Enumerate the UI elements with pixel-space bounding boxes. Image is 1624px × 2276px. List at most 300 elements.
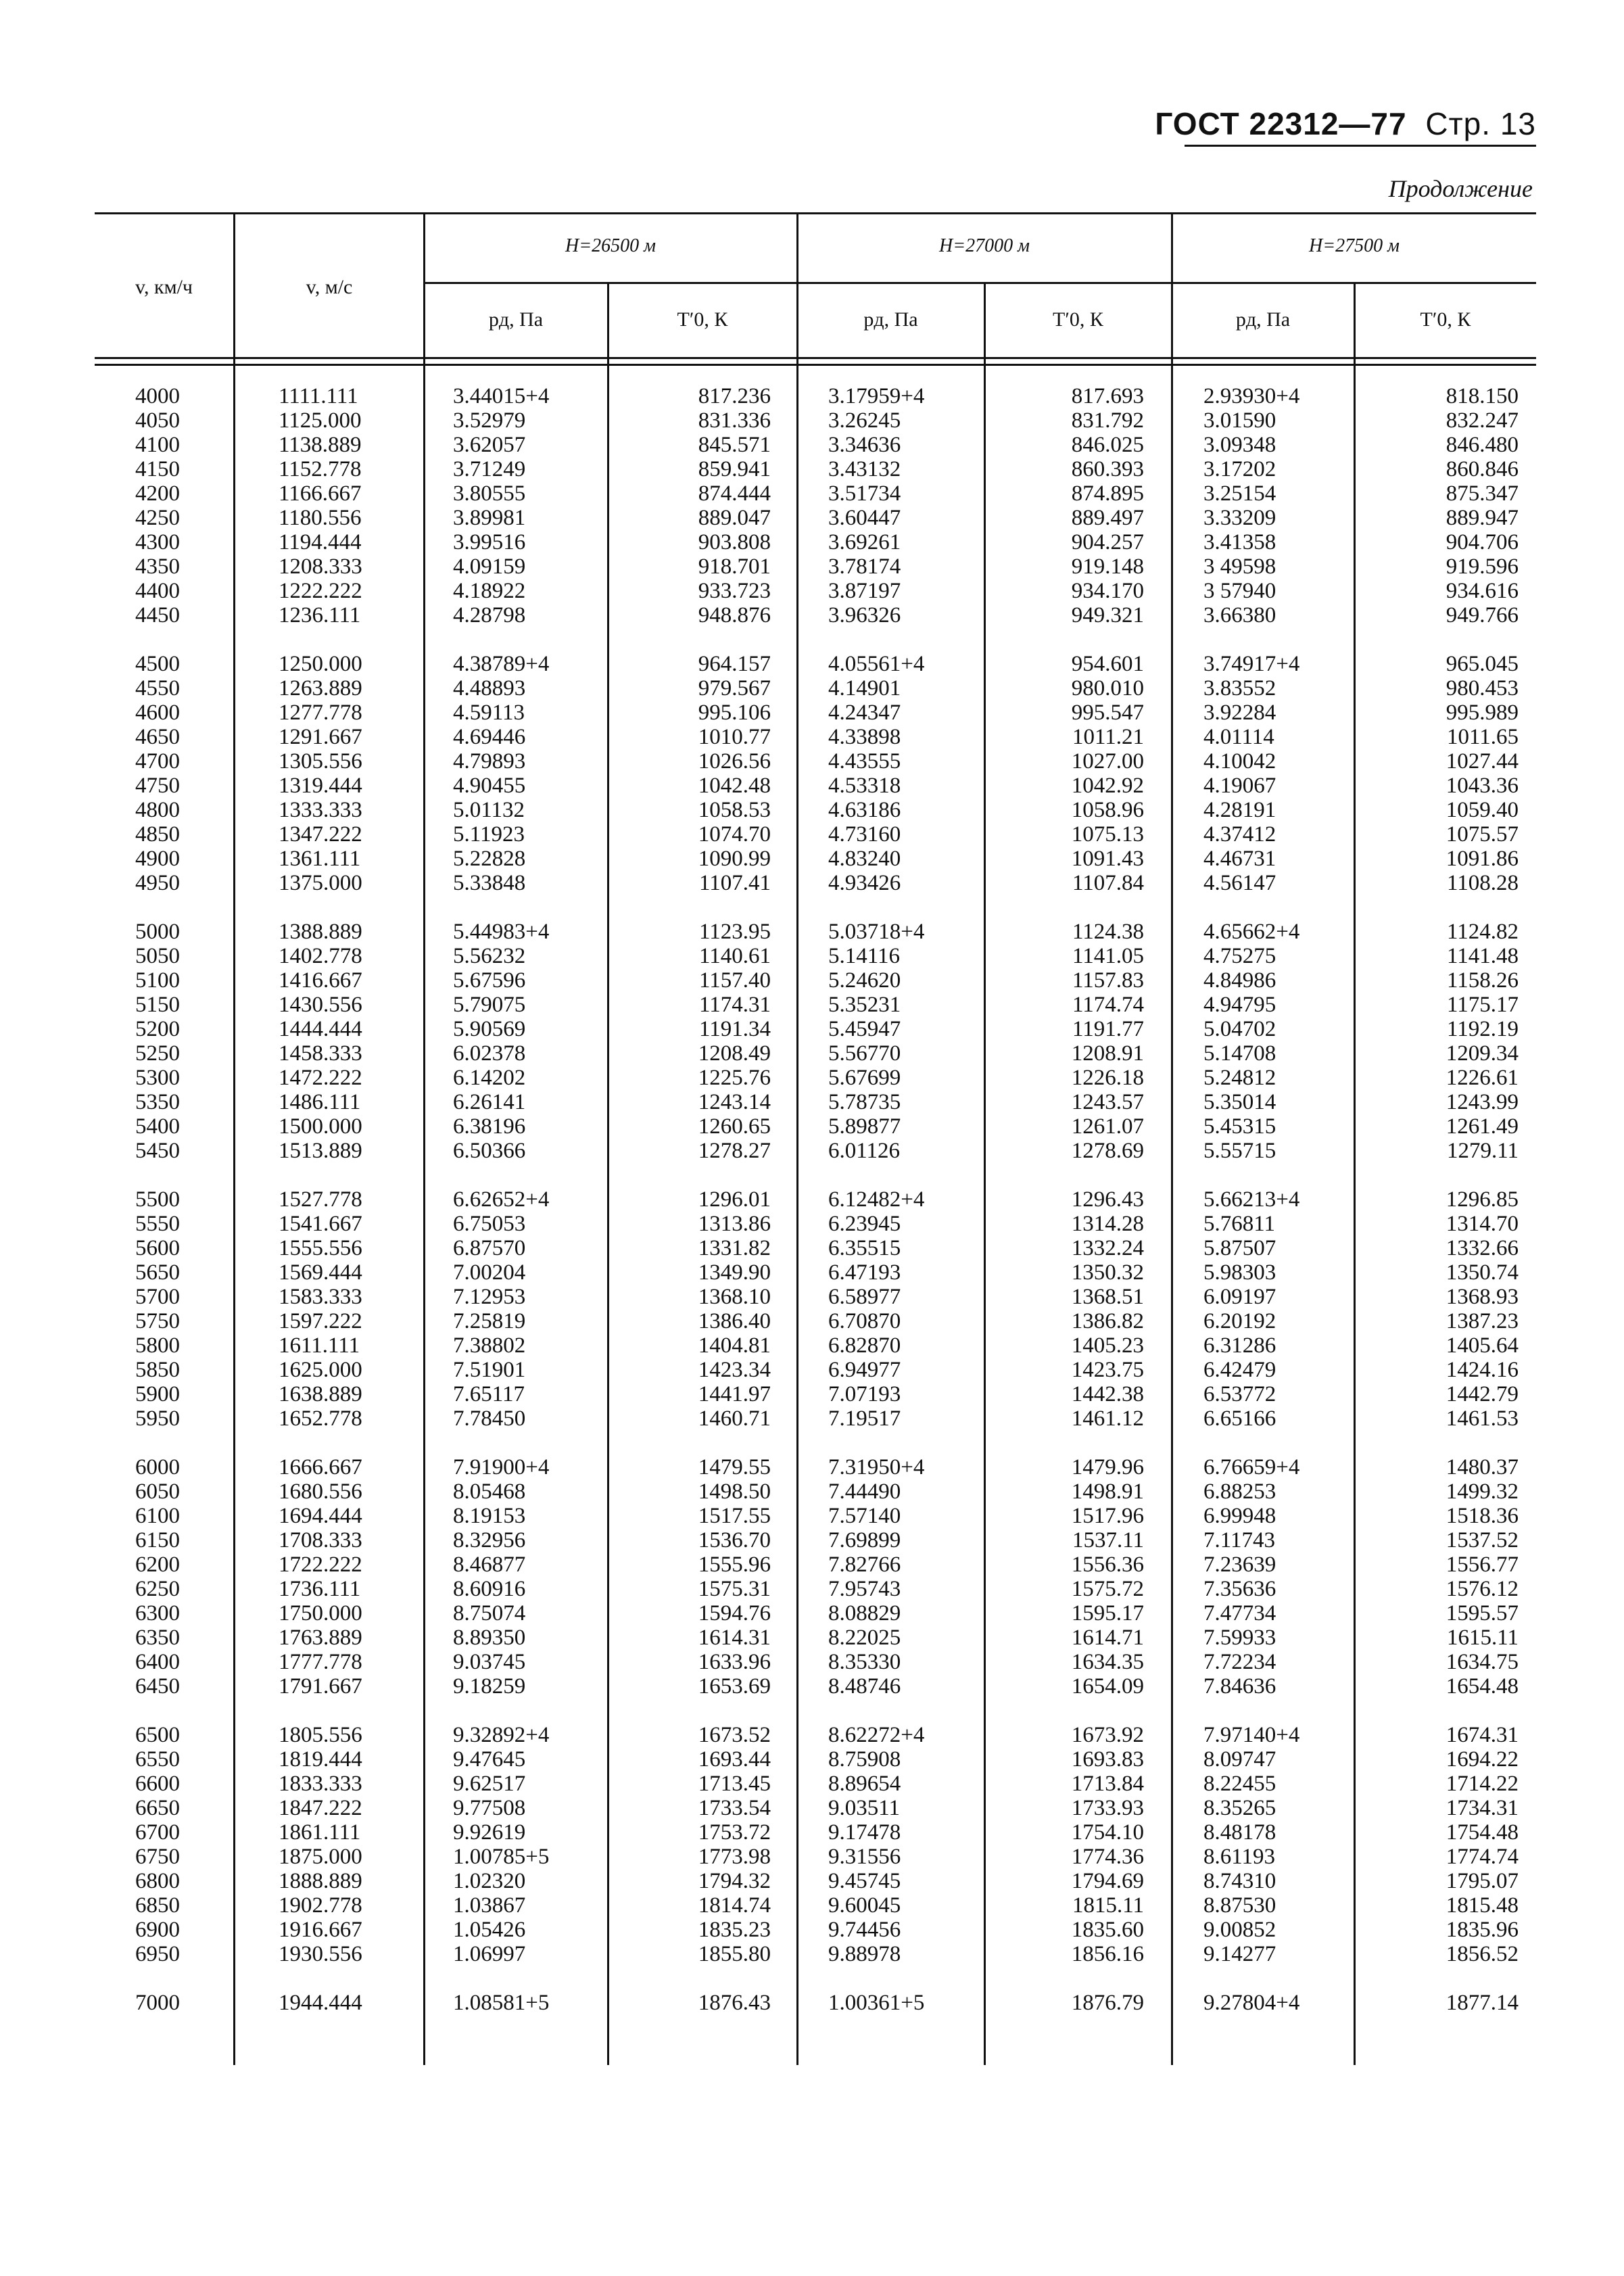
table-cell: 1442.79 (1446, 1382, 1519, 1406)
table-cell: 964.157 (698, 652, 771, 676)
table-cell: 846.025 (1071, 433, 1144, 457)
row-group (1203, 1455, 1299, 1699)
table-cell: 1875.000 (279, 1845, 362, 1869)
table-cell: 1517.96 (1071, 1504, 1144, 1528)
table-cell: 3.87197 (828, 579, 901, 603)
table-cell: 1654.09 (1071, 1674, 1144, 1699)
table-cell: 7.19517 (828, 1406, 901, 1431)
table-cell: 1847.222 (279, 1796, 362, 1820)
table-cell: 1498.91 (1071, 1479, 1144, 1504)
table-cell: 831.792 (1071, 408, 1144, 433)
table-cell: 1.00785+5 (453, 1845, 550, 1869)
table-cell: 1575.72 (1071, 1577, 1144, 1601)
table-cell: 1835.60 (1071, 1918, 1144, 1942)
row-group (1366, 1455, 1519, 1699)
table-cell: 1332.66 (1446, 1236, 1519, 1260)
table-cell: 5300 (135, 1066, 180, 1090)
table-cell: 1.00361+5 (828, 1991, 925, 2015)
table-cell: 5100 (135, 968, 180, 993)
table-cell: 1634.75 (1446, 1650, 1519, 1674)
table-cell: 5450 (135, 1139, 180, 1163)
table-cell: 1814.74 (698, 1893, 771, 1918)
table-cell: 2.93930+4 (1203, 384, 1300, 408)
row-group (629, 1455, 771, 1699)
table-cell: 7.72234 (1203, 1650, 1276, 1674)
table-cell: 1733.54 (698, 1796, 771, 1820)
table-cell: 846.480 (1446, 433, 1519, 457)
header-bottom-rule-2 (95, 364, 1536, 366)
table-cell: 3.52979 (453, 408, 526, 433)
table-cell: 1794.32 (698, 1869, 771, 1893)
table-cell: 6.50366 (453, 1139, 526, 1163)
column-pd-27500 (1203, 384, 1299, 2039)
table-cell: 9.03745 (453, 1650, 526, 1674)
table-cell: 3.34636 (828, 433, 901, 457)
table-cell: 1226.61 (1446, 1066, 1519, 1090)
table-cell: 5050 (135, 944, 180, 968)
table-cell: 889.947 (1446, 506, 1519, 530)
table-cell: 7.69899 (828, 1528, 901, 1552)
table-cell: 5.55715 (1203, 1139, 1276, 1163)
table-cell: 4.83240 (828, 847, 901, 871)
table-cell: 6500 (135, 1723, 180, 1747)
row-group (453, 652, 549, 895)
table-cell: 1319.444 (279, 774, 362, 798)
table-cell: 1350.32 (1071, 1260, 1144, 1285)
table-cell: 1693.44 (698, 1747, 771, 1772)
table-cell: 1537.52 (1446, 1528, 1519, 1552)
table-cell: 5.35231 (828, 993, 901, 1017)
table-cell: 1666.667 (279, 1455, 362, 1479)
table-cell: 1861.111 (279, 1820, 361, 1845)
column-pd-26500 (453, 384, 549, 2039)
row-group (279, 920, 362, 1163)
table-cell: 1027.44 (1446, 749, 1519, 774)
table-cell: 6600 (135, 1772, 180, 1796)
table-cell: 1877.14 (1446, 1991, 1519, 2015)
table-cell: 860.846 (1446, 457, 1519, 481)
table-cell: 1141.05 (1072, 944, 1144, 968)
table-cell: 6300 (135, 1601, 180, 1626)
table-cell: 3.60447 (828, 506, 901, 530)
table-cell: 1404.81 (698, 1333, 771, 1358)
table-cell: 3.71249 (453, 457, 526, 481)
row-group (1001, 652, 1144, 895)
table-cell: 1279.11 (1446, 1139, 1519, 1163)
table-cell: 5.11923 (453, 822, 525, 847)
table-cell: 1368.93 (1446, 1285, 1519, 1309)
header-pd-3: pд, Па (1235, 308, 1291, 331)
table-cell: 1486.111 (279, 1090, 361, 1114)
table-cell: 995.547 (1071, 701, 1144, 725)
table-cell: 4.28191 (1203, 798, 1276, 822)
table-cell: 9.31556 (828, 1845, 901, 1869)
table-cell: 1444.444 (279, 1017, 362, 1041)
table-cell: 1075.13 (1071, 822, 1144, 847)
table-cell: 1774.74 (1446, 1845, 1519, 1869)
table-cell: 904.257 (1071, 530, 1144, 554)
table-cell: 4.75275 (1203, 944, 1276, 968)
table-cell: 1387.23 (1446, 1309, 1519, 1333)
row-group (1366, 1723, 1519, 1966)
table-cell: 1208.91 (1071, 1041, 1144, 1066)
table-cell: 4.63186 (828, 798, 901, 822)
table-cell: 1222.222 (279, 579, 362, 603)
row-group (1366, 384, 1519, 627)
table-cell: 1835.96 (1446, 1918, 1519, 1942)
table-cell: 934.616 (1446, 579, 1519, 603)
table-cell: 3.99516 (453, 530, 526, 554)
table-cell: 1654.48 (1446, 1674, 1519, 1699)
table-cell: 979.567 (698, 676, 771, 701)
table-cell: 1461.12 (1071, 1406, 1144, 1431)
table-cell: 4.43555 (828, 749, 901, 774)
table-cell: 8.75908 (828, 1747, 901, 1772)
table-cell: 6100 (135, 1504, 180, 1528)
table-cell: 5250 (135, 1041, 180, 1066)
table-cell: 1157.40 (698, 968, 771, 993)
table-cell: 1517.55 (698, 1504, 771, 1528)
table-cell: 1010.77 (698, 725, 771, 749)
table-cell: 1944.444 (279, 1991, 362, 2015)
table-cell: 8.48746 (828, 1674, 901, 1699)
table-cell: 1111.111 (279, 384, 358, 408)
table-cell: 6.20192 (1203, 1309, 1276, 1333)
table-cell: 1261.07 (1071, 1114, 1144, 1139)
table-cell: 831.336 (698, 408, 771, 433)
table-cell: 1876.79 (1071, 1991, 1144, 2015)
table-cell: 1.05426 (453, 1918, 526, 1942)
row-group (1366, 920, 1519, 1163)
table-cell: 818.150 (1446, 384, 1519, 408)
row-group (1001, 1991, 1144, 2015)
table-cell: 4.90455 (453, 774, 526, 798)
table-cell: 817.236 (698, 384, 771, 408)
table-cell: 4.24347 (828, 701, 901, 725)
table-cell: 1107.84 (1072, 871, 1144, 895)
table-cell: 6400 (135, 1650, 180, 1674)
table-cell: 995.106 (698, 701, 771, 725)
table-cell: 1708.333 (279, 1528, 362, 1552)
table-cell: 6.09197 (1203, 1285, 1276, 1309)
table-cell: 1141.48 (1446, 944, 1519, 968)
table-cell: 8.22455 (1203, 1772, 1276, 1796)
table-cell: 6.12482+4 (828, 1187, 925, 1212)
table-cell: 4.18922 (453, 579, 526, 603)
table-cell: 4.37412 (1203, 822, 1276, 847)
altitude-27000: H=27000 м (939, 235, 1030, 256)
table-cell: 5950 (135, 1406, 180, 1431)
table-cell: 1774.36 (1071, 1845, 1144, 1869)
table-cell: 7.07193 (828, 1382, 901, 1406)
table-cell: 6.47193 (828, 1260, 901, 1285)
col-divider-2 (423, 212, 425, 2065)
table-cell: 1479.96 (1071, 1455, 1144, 1479)
table-cell: 1763.889 (279, 1626, 362, 1650)
table-cell: 1694.444 (279, 1504, 362, 1528)
table-cell: 3.80555 (453, 481, 526, 506)
table-cell: 1.08581+5 (453, 1991, 550, 2015)
header-t0-2: T′0, К (1053, 308, 1103, 331)
table-cell: 1442.38 (1071, 1382, 1144, 1406)
column-t0-27000 (1001, 384, 1144, 2039)
table-cell: 1402.778 (279, 944, 362, 968)
table-cell: 4300 (135, 530, 180, 554)
table-cell: 5.66213+4 (1203, 1187, 1300, 1212)
table-cell: 1423.34 (698, 1358, 771, 1382)
table-cell: 1713.45 (698, 1772, 771, 1796)
table-cell: 889.047 (698, 506, 771, 530)
table-cell: 8.89654 (828, 1772, 901, 1796)
table-cell: 1713.84 (1071, 1772, 1144, 1796)
table-cell: 1555.556 (279, 1236, 362, 1260)
table-cell: 5350 (135, 1090, 180, 1114)
table-cell: 1091.86 (1446, 847, 1519, 871)
table-cell: 919.596 (1446, 554, 1519, 579)
table-cell: 1733.93 (1071, 1796, 1144, 1820)
table-cell: 1424.16 (1446, 1358, 1519, 1382)
table-cell: 3.62057 (453, 433, 526, 457)
altitude-27500: H=27500 м (1309, 235, 1400, 256)
table-cell: 5.24812 (1203, 1066, 1276, 1090)
table-cell: 4850 (135, 822, 180, 847)
table-cell: 1673.92 (1071, 1723, 1144, 1747)
table-cell: 875.347 (1446, 481, 1519, 506)
table-cell: 903.808 (698, 530, 771, 554)
table-cell: 1027.00 (1071, 749, 1144, 774)
table-cell: 3.92284 (1203, 701, 1276, 725)
table-cell: 4400 (135, 579, 180, 603)
table-cell: 1296.43 (1071, 1187, 1144, 1212)
table-cell: 1736.111 (279, 1577, 361, 1601)
col-divider-7 (1354, 284, 1356, 2065)
table-cell: 9.17478 (828, 1820, 901, 1845)
table-cell: 5800 (135, 1333, 180, 1358)
table-cell: 8.09747 (1203, 1747, 1276, 1772)
row-group (629, 652, 771, 895)
table-cell: 3 57940 (1203, 579, 1276, 603)
table-cell: 8.32956 (453, 1528, 526, 1552)
table-cell: 1595.17 (1071, 1601, 1144, 1626)
table-cell: 1518.36 (1446, 1504, 1519, 1528)
table-cell: 1305.556 (279, 749, 362, 774)
table-cell: 4250 (135, 506, 180, 530)
table-cell: 6000 (135, 1455, 180, 1479)
table-cell: 980.010 (1071, 676, 1144, 701)
table-cell: 7.51901 (453, 1358, 526, 1382)
table-cell: 1174.31 (698, 993, 771, 1017)
table-cell: 1263.889 (279, 676, 362, 701)
table-cell: 1226.18 (1071, 1066, 1144, 1090)
table-cell: 1805.556 (279, 1723, 362, 1747)
table-cell: 6850 (135, 1893, 180, 1918)
table-cell: 5550 (135, 1212, 180, 1236)
table-cell: 3.17959+4 (828, 384, 925, 408)
table-cell: 1625.000 (279, 1358, 362, 1382)
table-cell: 3.44015+4 (453, 384, 550, 408)
table-cell: 919.148 (1071, 554, 1144, 579)
table-cell: 8.46877 (453, 1552, 526, 1577)
table-cell: 1833.333 (279, 1772, 362, 1796)
table-cell: 1.06997 (453, 1942, 526, 1966)
table-cell: 1472.222 (279, 1066, 362, 1090)
table-cell: 6.02378 (453, 1041, 526, 1066)
table-cell: 1773.98 (698, 1845, 771, 1869)
table-cell: 5.67699 (828, 1066, 901, 1090)
table-cell: 4000 (135, 384, 180, 408)
table-cell: 7.31950+4 (828, 1455, 925, 1479)
table-cell: 1461.53 (1446, 1406, 1519, 1431)
header-bottom-rule (95, 357, 1536, 359)
table-cell: 6900 (135, 1918, 180, 1942)
table-cell: 1556.36 (1071, 1552, 1144, 1577)
table-cell: 3.89981 (453, 506, 526, 530)
table-cell: 1296.85 (1446, 1187, 1519, 1212)
table-cell: 817.693 (1071, 384, 1144, 408)
row-group (279, 1723, 362, 1966)
row-group (279, 652, 362, 895)
table-cell: 4150 (135, 457, 180, 481)
row-group (1366, 1991, 1519, 2015)
table-cell: 6700 (135, 1820, 180, 1845)
table-cell: 6.35515 (828, 1236, 901, 1260)
table-cell: 1361.111 (279, 847, 361, 871)
table-cell: 9.62517 (453, 1772, 526, 1796)
table-cell: 4.33898 (828, 725, 901, 749)
row-group (1203, 1991, 1299, 2015)
row-group (453, 1187, 549, 1431)
table-cell: 3.83552 (1203, 676, 1276, 701)
table-cell: 1166.667 (279, 481, 362, 506)
table-cell: 5600 (135, 1236, 180, 1260)
table-cell: 1594.76 (698, 1601, 771, 1626)
table-cell: 8.87530 (1203, 1893, 1276, 1918)
table-cell: 4100 (135, 433, 180, 457)
table-cell: 4.46731 (1203, 847, 1276, 871)
table-cell: 7.65117 (453, 1382, 525, 1406)
table-cell: 7.82766 (828, 1552, 901, 1577)
table-cell: 1313.86 (698, 1212, 771, 1236)
table-cell: 832.247 (1446, 408, 1519, 433)
table-cell: 1441.97 (698, 1382, 771, 1406)
table-cell: 6.62652+4 (453, 1187, 550, 1212)
table-cell: 1261.49 (1446, 1114, 1519, 1139)
table-cell: 4900 (135, 847, 180, 871)
table-cell: 1555.96 (698, 1552, 771, 1577)
table-cell: 8.75074 (453, 1601, 526, 1626)
table-cell: 6.26141 (453, 1090, 526, 1114)
row-group (135, 1723, 180, 1966)
table-cell: 1902.778 (279, 1893, 362, 1918)
table-cell: 5.89877 (828, 1114, 901, 1139)
table-cell: 4650 (135, 725, 180, 749)
table-cell: 4.94795 (1203, 993, 1276, 1017)
column-v-kmh (135, 384, 180, 2039)
table-cell: 5400 (135, 1114, 180, 1139)
table-cell: 6.94977 (828, 1358, 901, 1382)
table-cell: 8.48178 (1203, 1820, 1276, 1845)
table-cell: 1777.778 (279, 1650, 362, 1674)
table-cell: 1633.96 (698, 1650, 771, 1674)
table-cell: 1405.64 (1446, 1333, 1519, 1358)
table-cell: 5000 (135, 920, 180, 944)
table-cell: 4.10042 (1203, 749, 1276, 774)
table-cell: 4.59113 (453, 701, 525, 725)
table-cell: 1208.49 (698, 1041, 771, 1066)
row-group (1203, 384, 1299, 627)
table-cell: 1498.50 (698, 1479, 771, 1504)
table-cell: 1611.111 (279, 1333, 360, 1358)
row-group (828, 384, 924, 627)
table-cell: 4.01114 (1203, 725, 1274, 749)
table-cell: 1673.52 (698, 1723, 771, 1747)
table-cell: 1059.40 (1446, 798, 1519, 822)
table-cell: 3.69261 (828, 530, 901, 554)
table-cell: 4550 (135, 676, 180, 701)
table-cell: 5.90569 (453, 1017, 526, 1041)
table-cell: 948.876 (698, 603, 771, 627)
table-cell: 6.23945 (828, 1212, 901, 1236)
page-header (1155, 105, 1536, 142)
table-cell: 1734.31 (1446, 1796, 1519, 1820)
table-cell: 7.12953 (453, 1285, 526, 1309)
table-cell: 1192.19 (1446, 1017, 1519, 1041)
table-cell: 6.87570 (453, 1236, 526, 1260)
table-cell: 1152.778 (279, 457, 362, 481)
table-cell: 1930.556 (279, 1942, 362, 1966)
row-group (453, 920, 549, 1163)
table-cell: 1332.24 (1071, 1236, 1144, 1260)
table-cell: 8.35265 (1203, 1796, 1276, 1820)
row-group (629, 1187, 771, 1431)
table-cell: 5.56770 (828, 1041, 901, 1066)
row-group (453, 384, 549, 627)
table-cell: 1694.22 (1446, 1747, 1519, 1772)
table-cell: 3 49598 (1203, 554, 1276, 579)
table-cell: 8.22025 (828, 1626, 901, 1650)
row-group (828, 1991, 924, 2015)
table-cell: 1674.31 (1446, 1723, 1519, 1747)
table-cell: 5900 (135, 1382, 180, 1406)
row-group (135, 1991, 180, 2015)
table-cell: 5650 (135, 1260, 180, 1285)
row-group (453, 1455, 549, 1699)
table-cell: 1583.333 (279, 1285, 362, 1309)
row-group (629, 920, 771, 1163)
row-group (828, 652, 924, 895)
table-cell: 1575.31 (698, 1577, 771, 1601)
table-cell: 9.32892+4 (453, 1723, 550, 1747)
table-cell: 1243.99 (1446, 1090, 1519, 1114)
table-cell: 1043.36 (1446, 774, 1519, 798)
table-cell: 1140.61 (698, 944, 771, 968)
table-cell: 6750 (135, 1845, 180, 1869)
table-cell: 5.44983+4 (453, 920, 550, 944)
table-cell: 1314.28 (1071, 1212, 1144, 1236)
table-cell: 5.03718+4 (828, 920, 925, 944)
table-cell: 7000 (135, 1991, 180, 2015)
table-cell: 3.41358 (1203, 530, 1276, 554)
table-cell: 1638.889 (279, 1382, 362, 1406)
table-cell: 874.895 (1071, 481, 1144, 506)
table-cell: 8.89350 (453, 1626, 526, 1650)
table-cell: 5.24620 (828, 968, 901, 993)
table-cell: 1537.11 (1072, 1528, 1144, 1552)
table-cell: 1430.556 (279, 993, 362, 1017)
table-cell: 3.66380 (1203, 603, 1276, 627)
table-cell: 1026.56 (698, 749, 771, 774)
row-group (828, 1455, 924, 1699)
